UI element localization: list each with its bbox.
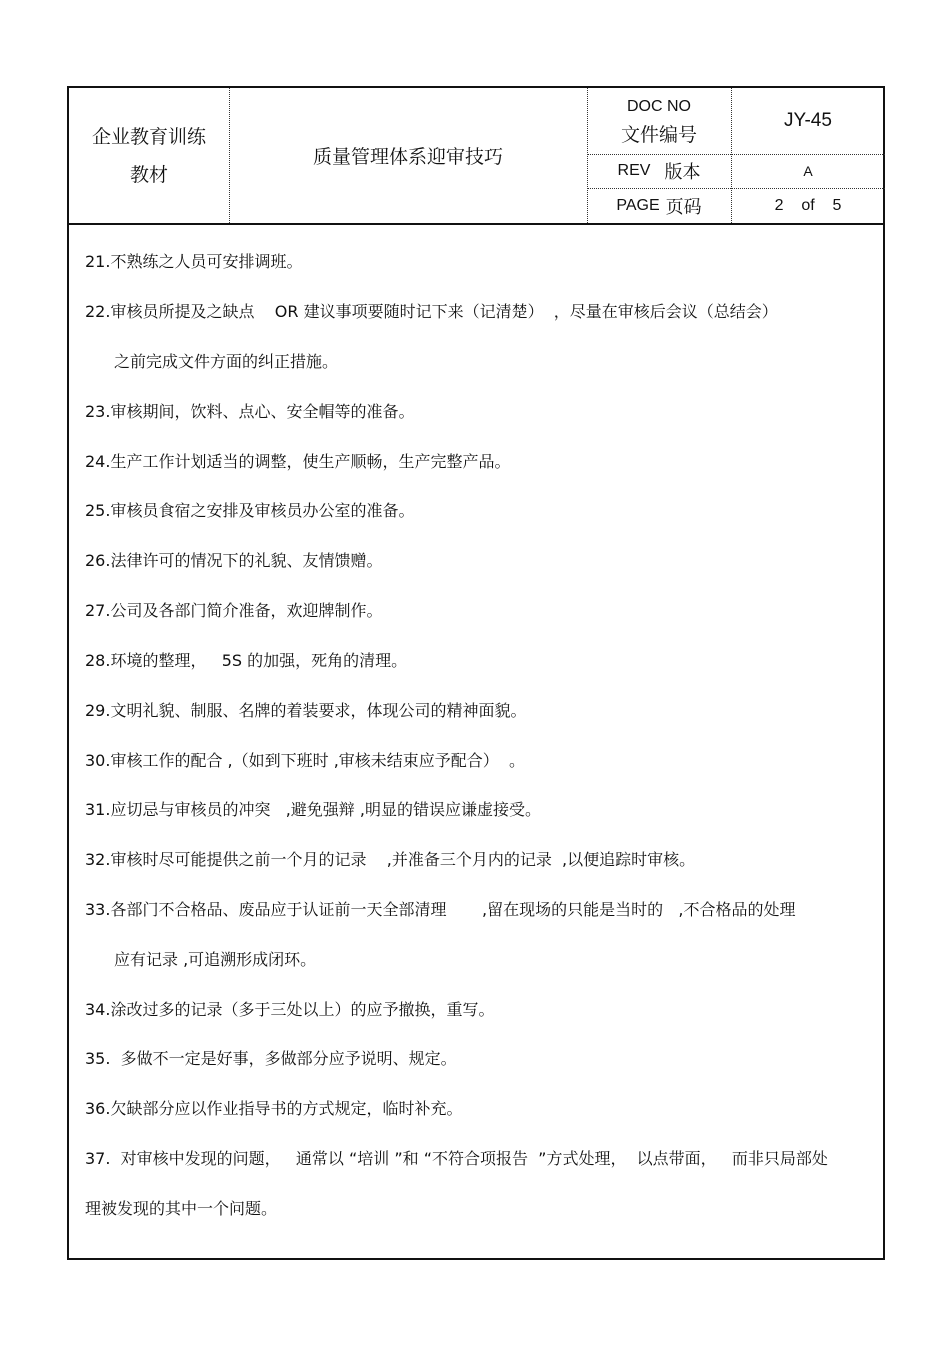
rev-label xyxy=(587,154,731,188)
list-item: 37. 对审核中发现的问题， 通常以 “培训 ”和 “不符合项报告 ”方式处理， 以点带面， 而非只局部处 xyxy=(85,1149,828,1168)
page-value: 2 of 5 xyxy=(774,196,842,214)
list-item: 27.公司及各部门简介准备，欢迎牌制作。 xyxy=(85,601,383,620)
list-item: 21.不熟练之人员可安排调班。 xyxy=(85,252,303,271)
list-item: 30.审核工作的配合 ,（如到下班时 ,审核未结束应予配合） 。 xyxy=(85,751,525,770)
list-item: 25.审核员食宿之安排及审核员办公室的准备。 xyxy=(85,501,415,520)
document-header xyxy=(69,88,883,225)
rev-label-en: REV xyxy=(617,162,651,179)
list-item: 22.审核员所提及之缺点 OR 建议事项要随时记下来（记清楚） ，尽量在审核后会议（总结会） xyxy=(85,302,778,321)
document-title: 质量管理体系迎审技巧 xyxy=(312,146,503,168)
list-item: 29.文明礼貌、制服、名牌的着装要求，体现公司的精神面貌。 xyxy=(85,701,527,720)
rev-label-zh: 版本 xyxy=(664,162,701,183)
list-item: 33.各部门不合格品、废品应于认证前一天全部清理 ,留在现场的只能是当时的 ,不合格品的处理 xyxy=(85,900,796,919)
list-item: 32.审核时尽可能提供之前一个月的记录 ,并准备三个月内的记录 ,以便追踪时审核。 xyxy=(85,850,696,869)
list-item: 34.涂改过多的记录（多于三处以上）的应予撤换，重写。 xyxy=(85,1000,495,1019)
page-label-zh: 页码 xyxy=(665,196,702,218)
list-item-continuation: 应有记录 ,可追溯形成闭环。 xyxy=(114,950,317,969)
doc-no-value: JY-45 xyxy=(784,110,832,131)
organization-line-1: 企业教育训练 xyxy=(91,125,206,148)
list-item: 31.应切忌与审核员的冲突 ,避免强辩 ,明显的错误应谦虚接受。 xyxy=(85,800,541,819)
list-item: 36.欠缺部分应以作业指导书的方式规定，临时补充。 xyxy=(85,1099,463,1118)
page-label-en: PAGE xyxy=(616,196,660,214)
organization-line-2: 教材 xyxy=(129,163,168,186)
list-item: 24.生产工作计划适当的调整，使生产顺畅，生产完整产品。 xyxy=(85,452,511,471)
list-item: 23.审核期间，饮料、点心、安全帽等的准备。 xyxy=(85,402,415,421)
rev-value: A xyxy=(803,163,813,179)
document-frame xyxy=(67,86,885,1260)
list-item: 28.环境的整理， 5S 的加强，死角的清理。 xyxy=(85,651,408,670)
page-label xyxy=(587,188,731,223)
doc-no-label xyxy=(587,88,731,154)
list-item: 26.法律许可的情况下的礼貌、友情馈赠。 xyxy=(85,551,383,570)
organization-cell xyxy=(69,88,229,223)
list-item: 35. 多做不一定是好事，多做部分应予说明、规定。 xyxy=(85,1049,457,1068)
list-item-continuation: 理被发现的其中一个问题。 xyxy=(85,1199,278,1218)
list-item-continuation: 之前完成文件方面的纠正措施。 xyxy=(114,352,339,371)
doc-no-label-zh: 文件编号 xyxy=(620,124,697,146)
doc-no-label-en: DOC NO xyxy=(627,98,691,115)
